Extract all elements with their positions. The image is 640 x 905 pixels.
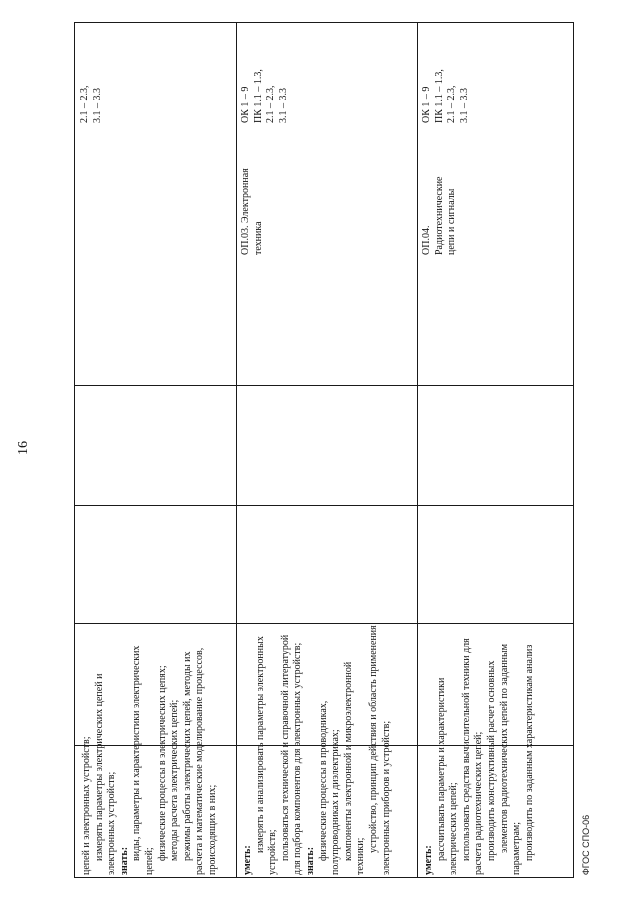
text-line: 2.1 – 2.3, [446, 85, 458, 123]
row1-knowledge [81, 511, 220, 875]
text-line: техники; [355, 837, 367, 875]
row1-competencies-cell [75, 23, 236, 385]
text-line: режимы работы электрических цепей, методы их [181, 651, 193, 861]
text-line: устройство, принцип действия и область применения [367, 625, 379, 853]
row2-knowledge-cell [236, 505, 417, 879]
text-line: 2.1 – 2.3, [265, 85, 277, 123]
text-line: полупроводниках и диэлектриках; [330, 729, 342, 875]
text-line: цепи и сигналы [446, 188, 458, 255]
text-line: 3.1 – 3.3 [458, 88, 470, 123]
text-line: Радиотехнические [433, 176, 445, 255]
text-line: электронных устройств; [106, 771, 118, 875]
text-line: ПК 1.1 – 1.3, [433, 69, 445, 123]
column-divider-1 [75, 385, 573, 386]
page-number: 16 [16, 441, 31, 455]
text-line: уметь: [242, 845, 253, 875]
text-line: виды, параметры и характеристики электрических [131, 645, 143, 861]
text-line: 3.1 – 3.3 [91, 88, 103, 123]
row3-discipline-cell [417, 145, 575, 385]
text-line: ОК 1 – 9 [240, 86, 251, 123]
text-line: устройств; [267, 829, 279, 875]
text-line: методы расчета электрических цепей; [169, 699, 181, 861]
text-line: расчета и математические моделирование процессов, [194, 647, 206, 875]
text-line: электрических цепей; [448, 782, 460, 875]
text-line: цепей и электронных устройств; [81, 736, 92, 875]
text-line: цепей; [143, 847, 155, 875]
text-line: ПК 1.1 – 1.3, [252, 69, 264, 123]
row1-competencies [79, 27, 104, 123]
text-line: знать: [304, 846, 316, 875]
text-line: компоненты электронной и микроэлектронной [342, 661, 354, 861]
row3-knowledge [423, 511, 536, 875]
text-line: ОК 1 – 9 [421, 86, 432, 123]
row2-competencies [240, 27, 290, 123]
text-line: физические процессы в проводниках, [317, 700, 329, 861]
text-line: знать: [118, 846, 130, 875]
text-line: параметрам; [511, 821, 523, 875]
row3-competencies [421, 27, 471, 123]
text-line: производить конструктивный расчет основных [485, 660, 497, 861]
text-line: техника [252, 221, 264, 255]
text-line: производить по заданным характеристикам анализ [523, 644, 535, 861]
row3-discipline [421, 145, 459, 255]
text-line: пользоваться технической и справочной литературой [279, 634, 291, 861]
row2-discipline [240, 145, 265, 255]
footer-code: ФГОС СПО-06 [581, 814, 591, 876]
text-line: измерять параметры электрических цепей и [93, 673, 105, 861]
text-line: измерять и анализировать параметры электронных [254, 636, 266, 853]
text-line: элементов радиотехнических цепей по заданным [498, 643, 510, 853]
row2-knowledge [242, 511, 393, 875]
text-line: уметь: [423, 845, 434, 875]
text-line: происходящих в них; [206, 784, 218, 875]
text-line: использовать средства вычислительной техники для [460, 638, 472, 861]
text-line: физические процессы в электрических цепях; [156, 665, 168, 861]
row2-discipline-cell [236, 145, 417, 385]
text-line: 3.1 – 3.3 [277, 88, 289, 123]
row1-knowledge-cell [75, 505, 236, 879]
row3-knowledge-cell [417, 505, 575, 879]
text-line: электронных приборов и устройств; [380, 720, 392, 875]
text-line: ОП.04. [421, 225, 432, 255]
text-line: 2.1 – 2.3, [79, 85, 90, 123]
text-line: рассчитывать параметры и характеристики [435, 677, 447, 861]
curriculum-table [74, 22, 574, 878]
text-line: расчета радиотехнических цепей; [473, 731, 485, 875]
text-line: ОП.03. Электронная [240, 168, 251, 255]
text-line: для подбора компонентов для электронных устройств; [292, 642, 304, 875]
